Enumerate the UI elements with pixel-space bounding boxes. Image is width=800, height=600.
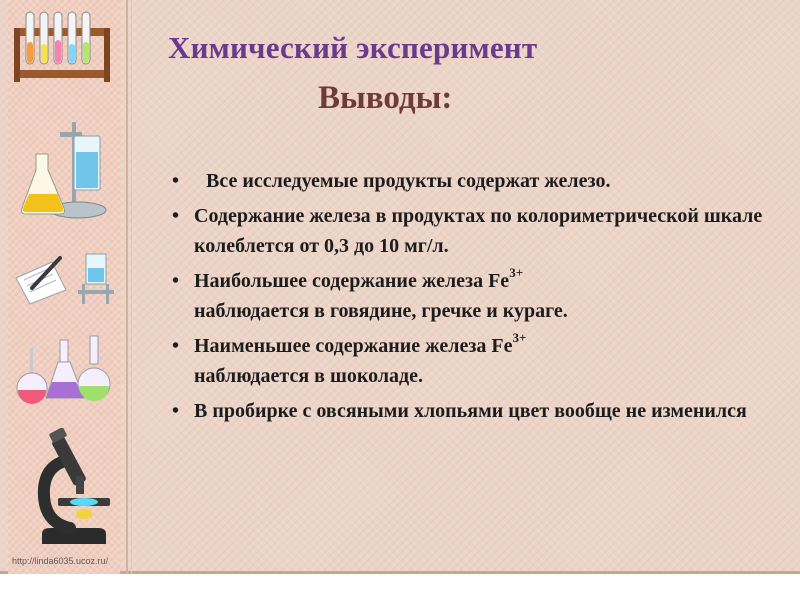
test-tube-rack-icon <box>10 4 114 84</box>
slide-title: Химический эксперимент <box>168 30 538 65</box>
list-item-text: наблюдается в шоколаде. <box>194 365 424 387</box>
superscript: 3+ <box>512 330 527 346</box>
list-item-text: Наибольшее содержание железа Fe <box>194 270 510 292</box>
list-item <box>172 396 772 426</box>
list-item <box>172 331 772 391</box>
pen-and-paper-icon <box>12 244 116 308</box>
flask-and-beaker-icon <box>20 118 112 222</box>
list-item <box>172 166 772 196</box>
source-credit: http://linda6035.ucoz.ru/ <box>12 556 109 566</box>
list-item <box>172 201 772 261</box>
list-item-text: В пробирке с овсяными хлопьями цвет вообще не изменился <box>194 400 747 422</box>
list-item-text: наблюдается в говядине, гречке и кураге. <box>194 300 568 322</box>
divider-line <box>126 0 128 574</box>
divider-line <box>131 0 132 574</box>
sidebar <box>8 0 120 574</box>
list-item <box>172 266 772 326</box>
list-item-text: Все исследуемые продукты содержат железо. <box>206 170 611 192</box>
superscript: 3+ <box>509 265 524 281</box>
conclusions-list <box>172 166 772 431</box>
slide-subtitle: Выводы: <box>318 80 453 116</box>
microscope-icon <box>22 428 118 552</box>
list-item-text: Содержание железа в продуктах по колориметрической шкале колеблется от 0,3 до 10 мг/л. <box>194 205 763 257</box>
laboratory-flasks-icon <box>10 330 116 406</box>
list-item-text: Наименьшее содержание железа Fe <box>194 335 513 357</box>
